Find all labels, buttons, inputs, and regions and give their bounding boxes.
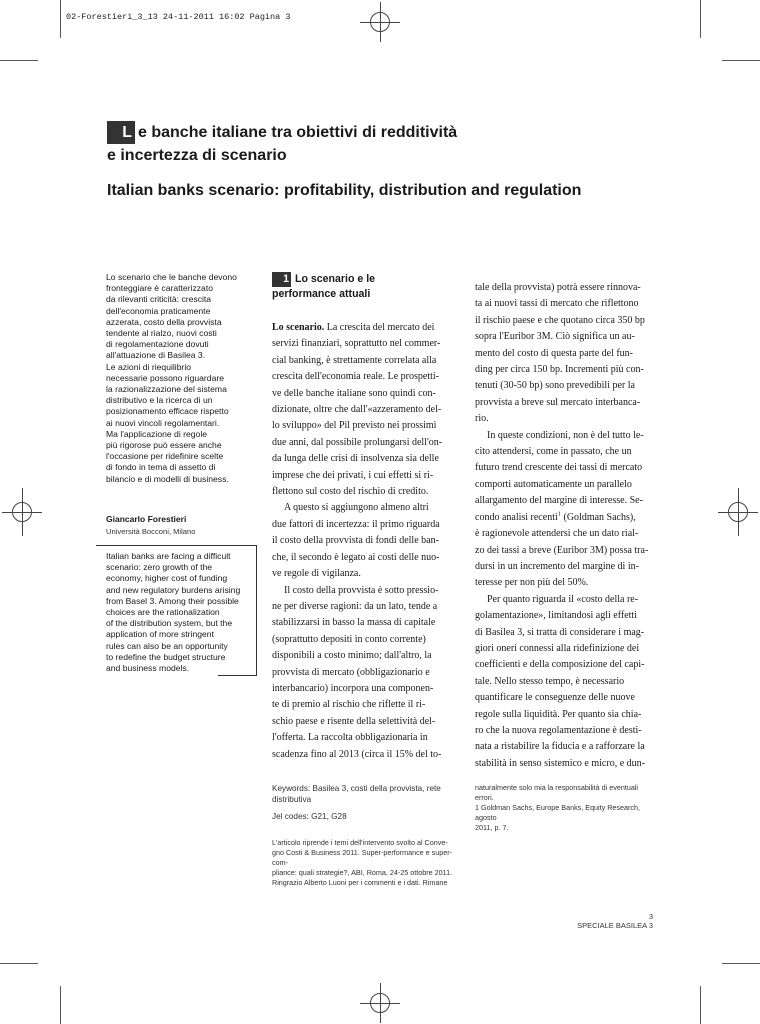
body-column-2: tale della provvista) potrà essere rinnova- ta ai nuovi tassi di mercato che riflettono il rischio paese e che quotano circa 350 bp sopra l'Euribor 3M. Ciò significa un au- mento del costo di questa parte del fun- ding per circa 150 bp. Incrementi più con- tenuti (30-50 bp) sono prevedibili per la provvista a breve sul mercato interbanca- rio. In queste condizioni, non è del tutto le- cito attendersi, come in passato, che un futuro trend crescente dei tassi di mercato comporti automaticamente un parallelo allargamento del margine di interesse. Se- condo analisi recenti$^1$ (Goldman Sachs), è ragionevole attendersi che un dato rial- zo dei tassi a breve (Euribor 3M) possa tra- dursi in un incremento del margine di in- teresse per non più del 50%. Per quanto riguarda il «costo della re- golamentazione», limitandosi agli effetti di Basilea 3, si tratta di considerare i mag- giori oneri connessi alla ridefinizione dei coefficienti e della composizione del capi- tale. Nello stesso tempo, è necessario quantificare le conseguenze delle nuove regole sulla liquidità. Per quanto sia chia- ro che la nuova regolamentazione è desti- nata a ristabilire la fiducia e a rafforzare la stabilità in senso sistemico e micro, e dun- xyxy=(475,282,649,769)
crop-mark xyxy=(700,986,701,1024)
article-title-english: Italian banks scenario: profitability, distribution and regulation xyxy=(107,182,582,199)
author-name: Giancarlo Forestieri xyxy=(106,514,187,524)
footnotes: naturalmente solo mia la responsabilità di eventuali errori. 1 Goldman Sachs, Europe Banks, Equity Research, agosto 2011, p. 7. xyxy=(475,783,641,832)
page-number: 3 xyxy=(648,912,653,921)
crop-mark xyxy=(722,963,760,964)
author-affiliation: Università Bocconi, Milano xyxy=(106,527,196,536)
abstract-frame-top xyxy=(96,545,256,546)
print-header: 02-Forestieri_3_13 24-11-2011 16:02 Pagina 3 xyxy=(66,12,291,22)
title-italian-line2: e incertezza di scenario xyxy=(107,147,287,164)
jel-codes: Jel codes: G21, G28 xyxy=(272,812,347,821)
title-italian-line1: e banche italiane tra obiettivi di redditività xyxy=(138,124,458,141)
abstract-english: Italian banks are facing a difficult scenario: zero growth of the economy, higher cost of funding and new regulatory burdens arising from Basel 3. Among their possible choices are the rationalization of the distribution system, but the application of more stringent rules can also be an opportunity to redefine the budget structure and business models. xyxy=(106,551,241,674)
crop-mark xyxy=(0,60,38,61)
section-heading xyxy=(272,272,375,302)
run-in-heading: Lo scenario. xyxy=(272,322,325,333)
body-column-1: Lo scenario. La crescita del mercato dei servizi finanziari, soprattutto nel commer- cial banking, è strettamente correlata alla crescita dell'economia reale. Le prospetti- ve delle banche italiane sono quindi con- dizionate, oltre che dall'«azzeramento del- lo sviluppo» del Pil previsto nei prossimi due anni, dal possibile prolungarsi dell'on- da lunga delle crisi di insolvenza sia delle imprese che dei privati, i cui effetti si ri- flettono sul costo del rischio di credito. A questo si aggiungono almeno altri due fattori di incertezza: il primo riguarda il costo della provvista di fondi delle ban- che, il secondo è legato ai costi delle nuo- ve regole di vigilanza. Il costo della provvista è sotto pressio- ne per diverse ragioni: da un lato, tende a stabilizzarsi in basso la massa di capitale (soprattutto depositi in conto corrente) disponibili a costo minimo; dall'altro, la provvista di mercato (obbligazionario e interbancario) incorpora una componen- te di premio al rischio che riflette il ri- schio paese e risente della selettività del- l'offerta. La raccolta obbligazionaria in scadenza fino al 2013 (circa il 15% del to- xyxy=(272,322,443,760)
section-title-line1: Lo scenario e le xyxy=(295,273,376,285)
title-initial-box: L xyxy=(107,121,135,144)
crop-mark xyxy=(60,986,61,1024)
crop-mark xyxy=(722,60,760,61)
abstract-frame-side xyxy=(256,545,257,675)
abstract-frame-bottom xyxy=(218,675,257,676)
section-number-box: 1 xyxy=(272,272,291,287)
journal-section-tag: SPECIALE BASILEA 3 xyxy=(577,921,653,930)
author-note: L'articolo riprende i temi dell'intervento svolto al Conve- gno Costi & Business 2011. Super-performance e super-com- pliance: quali strategie?, ABI, Roma, 24-25 ottobre 2011. Ringrazio Alberto Luoni per i commenti e i dati. Rimane xyxy=(272,838,453,887)
abstract-italian: Lo scenario che le banche devono fronteggiare è caratterizzato da rilevanti criticità: crescita dell'economia praticamente azzerata, costo della provvista tendente al rialzo, nuovi costi di regolamentazione dovuti all'attuazione di Basilea 3. Le azioni di riequilibrio necessarie possono riguardare la razionalizzazione del sistema distributivo e la ricerca di un posizionamento efficace rispetto ai nuovi vincoli regolamentari. Ma l'applicazione di regole più rigorose può essere anche l'occasione per ridefinire scelte di fondo in tema di assetto di bilancio e di modelli di business. xyxy=(106,272,237,484)
section-title-line2: performance attuali xyxy=(272,288,371,300)
crop-mark xyxy=(0,963,38,964)
article-title-italian xyxy=(107,121,457,167)
crop-mark xyxy=(60,0,61,38)
footnote-ref: 1 xyxy=(557,510,561,518)
keywords: Keywords: Basilea 3, costi della provvista, rete distributiva xyxy=(272,784,441,804)
crop-mark xyxy=(700,0,701,38)
